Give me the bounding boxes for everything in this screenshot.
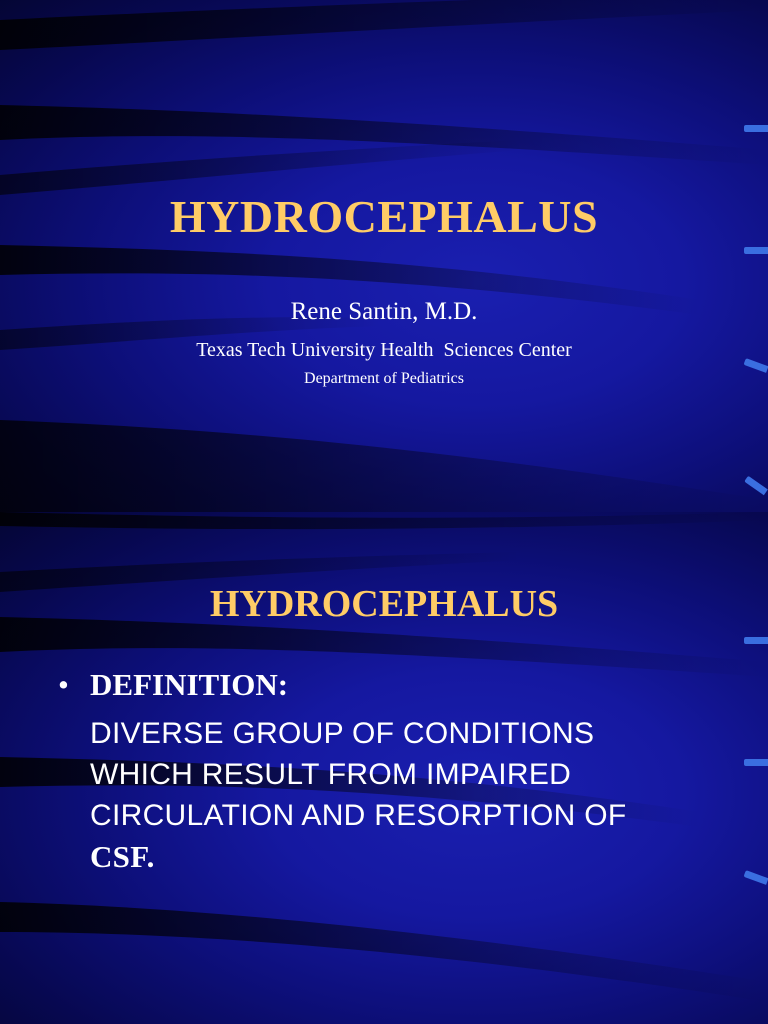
slide-title: HYDROCEPHALUS	[209, 583, 559, 625]
edge-mark	[744, 125, 768, 132]
definition-line: WHICH RESULT FROM IMPAIRED	[90, 758, 572, 791]
slide-title: HYDROCEPHALUS	[169, 191, 599, 242]
definition-line: CIRCULATION AND RESORPTION OF	[90, 799, 627, 832]
definition-text	[90, 713, 718, 877]
definition-line: CSF.	[90, 839, 155, 874]
definition-term: DEFINITION:	[90, 667, 289, 702]
department-name: Department of Pediatrics	[304, 370, 464, 387]
edge-mark	[744, 759, 768, 766]
bullet-marker: •	[58, 667, 69, 702]
edge-mark	[744, 637, 768, 644]
institution-name: Texas Tech University Health Sciences Center	[196, 339, 572, 361]
definition-line: DIVERSE GROUP OF CONDITIONS	[90, 717, 595, 750]
author-name: Rene Santin, M.D.	[290, 298, 478, 325]
definition-slide	[0, 512, 768, 1024]
definition-bullet	[58, 667, 718, 877]
edge-mark	[744, 247, 768, 254]
